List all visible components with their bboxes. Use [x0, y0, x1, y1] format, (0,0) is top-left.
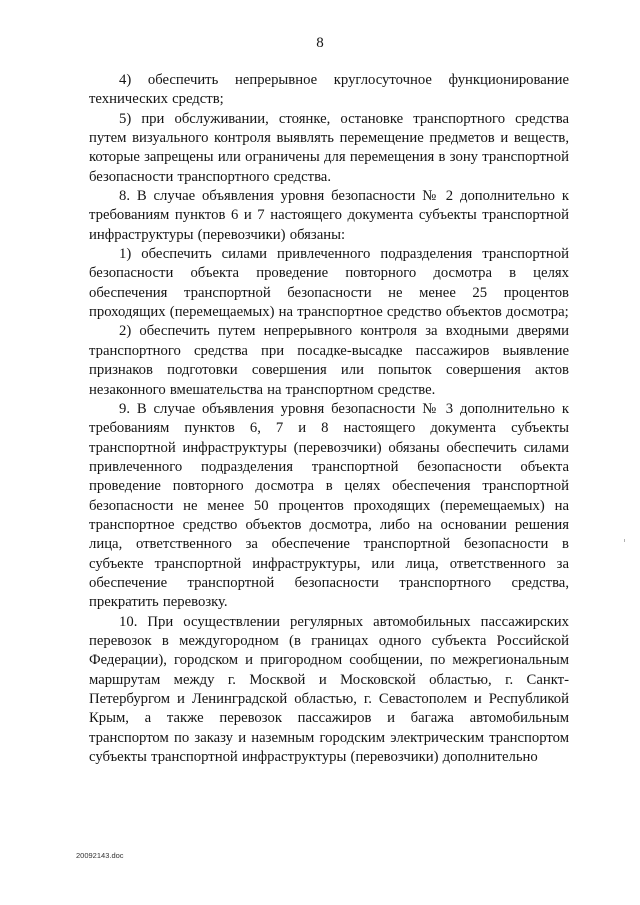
paragraph-clause-10: 10. При осуществлении регулярных автомобильных пассажирских перевозок в междугородном (в границах одного субъекта Российской Федерации), городском и пригородном сообщении, по межрегиональным маршрутам между г. Москвой и Московской областью, г. Санкт-Петербургом и Ленинградской областью, г. Севастополем и Республикой Крым, а также перевозок пассажиров и багажа автомобильным транспортом по заказу и наземным городским электрическим транспортом субъекты транспортной инфраструктуры (перевозчики) дополнительно — [89, 613, 569, 766]
page-number: 8 — [316, 35, 324, 51]
paragraph-item-4: 4) обеспечить непрерывное круглосуточное функционирование технических средств; — [89, 72, 569, 108]
margin-mark — [624, 539, 625, 542]
paragraph-clause-9: 9. В случае объявления уровня безопасности № 3 дополнительно к требованиям пунктов 6, 7 и 8 настоящего документа субъекты транспортной инфраструктуры (перевозчики) обязаны обеспечить силами привлеченного подразделения транспортной безопасности объекта проведение повторного досмотра в целях обеспечения транспортной безопасности не менее 50 процентов проходящих (перемещаемых) на транспортное средство объектов досмотра, либо на основании решения лица, ответственного за обеспечение транспортной безопасности в субъекте транспортной инфраструктуры, или лица, ответственного за обеспечение транспортной безопасности транспортного средства, прекратить перевозку. — [89, 400, 569, 611]
document-body — [89, 71, 569, 767]
paragraph-clause-8-item-1: 1) обеспечить силами привлеченного подразделения транспортной безопасности объекта проведение повторного досмотра в целях обеспечения транспортной безопасности не менее 25 процентов проходящих (перемещаемых) на транспортное средство объектов досмотра; — [89, 246, 569, 321]
file-name-footer: 20092143.doc — [76, 851, 124, 860]
paragraph-clause-8: 8. В случае объявления уровня безопасности № 2 дополнительно к требованиям пунктов 6 и 7 настоящего документа субъекты транспортной инфраструктуры (перевозчики) обязаны: — [89, 188, 569, 243]
paragraph-item-5: 5) при обслуживании, стоянке, остановке транспортного средства путем визуального контроля выявлять перемещение предметов и веществ, которые запрещены или ограничены для перемещения в зону транспортной безопасности транспортного средства. — [89, 110, 569, 185]
paragraph-clause-8-item-2: 2) обеспечить путем непрерывного контроля за входными дверями транспортного средства при посадке-высадке пассажиров выявление признаков подготовки совершения или попыток совершения актов незаконного вмешательства на транспортном средстве. — [89, 323, 569, 398]
